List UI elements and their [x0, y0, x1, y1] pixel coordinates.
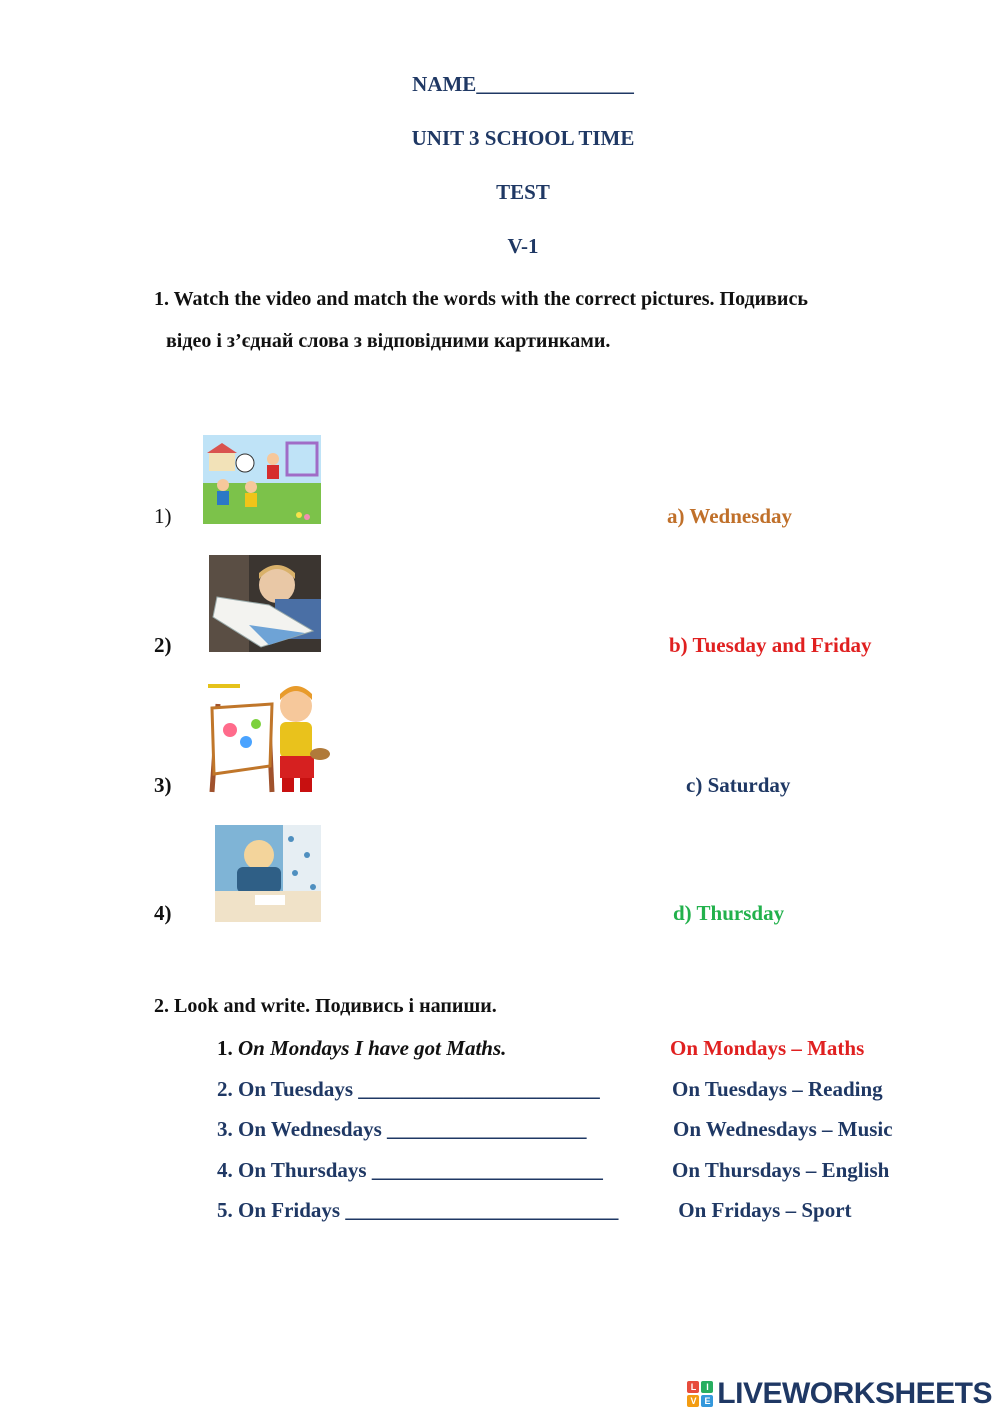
write-line-text[interactable]: On Wednesdays ___________________	[238, 1117, 587, 1141]
logo-text: LIVEWORKSHEETS	[717, 1377, 992, 1410]
schedule-wednesday: On Wednesdays – Music	[673, 1117, 893, 1141]
write-line-number: 4.	[217, 1158, 233, 1182]
schedule-tuesday: On Tuesdays – Reading	[672, 1077, 883, 1101]
task2-instruction: 2. Look and write. Подивись і напиши.	[154, 995, 497, 1017]
item-number-1: 1)	[154, 504, 172, 528]
task1-instruction-line1: 1. Watch the video and match the words with the correct pictures. Подивись	[154, 288, 808, 310]
task1-instruction-line2: відео і з’єднай слова з відповідними картинками.	[166, 330, 611, 352]
item-number-2: 2)	[154, 633, 172, 657]
schedule-thursday: On Thursdays – English	[672, 1158, 890, 1182]
write-line-3[interactable]	[217, 1117, 587, 1142]
schedule-monday: On Mondays – Maths	[670, 1036, 865, 1060]
option-c[interactable]: c) Saturday	[686, 773, 791, 797]
variant-label: V-1	[507, 234, 539, 258]
example-sentence: On Mondays I have got Maths.	[238, 1036, 507, 1060]
name-field-label: NAME_______________	[412, 72, 634, 96]
example-line	[217, 1036, 506, 1061]
write-line-text[interactable]: On Thursdays ______________________	[238, 1158, 603, 1182]
picture-children-playing-football[interactable]	[203, 435, 321, 524]
write-line-2[interactable]	[217, 1077, 600, 1102]
item-number-3: 3)	[154, 773, 172, 797]
schedule-friday: On Fridays – Sport	[673, 1198, 852, 1222]
write-line-4[interactable]	[217, 1158, 603, 1183]
write-line-text[interactable]: On Fridays __________________________	[238, 1198, 619, 1222]
write-line-5[interactable]	[217, 1198, 618, 1223]
write-line-text[interactable]: On Tuesdays _______________________	[238, 1077, 600, 1101]
example-number: 1.	[217, 1036, 233, 1060]
liveworksheets-logo	[687, 1377, 992, 1411]
picture-boy-reading-book[interactable]	[209, 555, 321, 652]
picture-boy-writing-at-desk[interactable]	[215, 825, 321, 922]
test-title: TEST	[496, 180, 550, 204]
write-line-number: 2.	[217, 1077, 233, 1101]
write-line-number: 5.	[217, 1198, 233, 1222]
option-b[interactable]: b) Tuesday and Friday	[669, 633, 872, 657]
picture-boy-painting-easel[interactable]	[208, 684, 330, 795]
option-a[interactable]: a) Wednesday	[667, 504, 793, 528]
option-d[interactable]: d) Thursday	[673, 901, 785, 925]
item-number-4: 4)	[154, 901, 172, 925]
logo-mark-icon: L I V E	[687, 1381, 713, 1407]
unit-title: UNIT 3 SCHOOL TIME	[411, 126, 635, 150]
write-line-number: 3.	[217, 1117, 233, 1141]
